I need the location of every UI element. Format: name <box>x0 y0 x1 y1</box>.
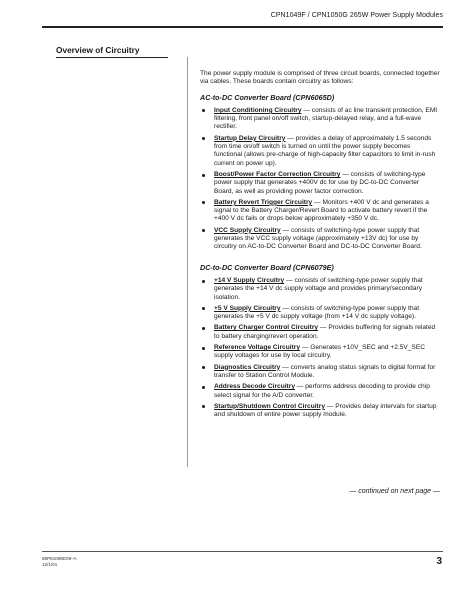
circuit-name: Diagnostics Circuitry <box>214 363 281 371</box>
list-item <box>200 383 440 400</box>
bullet-icon <box>202 137 205 140</box>
list-item <box>200 305 440 322</box>
circuit-description: — consists of switching-type power supply that generates the +5 V dc supply voltage (from +14 V dc supply voltage). <box>214 304 420 321</box>
header-rule <box>42 26 443 28</box>
bullet-icon <box>202 229 205 232</box>
bullet-icon <box>202 174 205 177</box>
section-heading: Overview of Circuitry <box>56 45 140 55</box>
board-heading-ac-dc: AC-to-DC Converter Board (CPN6065D) <box>200 92 335 102</box>
circuit-name: Address Decode Circuitry <box>214 383 295 391</box>
list-item <box>200 403 440 420</box>
circuit-description: — provides a delay of approximately 1.5 seconds from time on/off switch is turned on until the power supply becomes functional (allows pre-charge of high-capacity filter capacitors to limit in-rush current on power up). <box>214 134 436 167</box>
bullet-icon <box>202 201 205 204</box>
bullet-icon <box>202 405 205 408</box>
circuit-name: VCC Supply Circuitry <box>214 226 281 234</box>
continued-note: — continued on next page — <box>349 488 440 495</box>
ac-dc-circuit-list <box>200 107 440 252</box>
body-content <box>200 70 440 422</box>
circuit-description: — converts analog status signals to digital format for transfer to Station Control Module. <box>214 363 436 379</box>
circuit-description: — Generates +10V_SEC and +2.5V_SEC supply voltages for use by local circuitry. <box>214 344 425 360</box>
section-heading-rule <box>56 57 168 58</box>
circuit-name: +14 V Supply Circuitry <box>214 276 285 284</box>
page-number: 3 <box>436 556 442 567</box>
list-item <box>200 344 440 361</box>
circuit-name: Boost/Power Factor Correction Circuitry <box>214 170 341 178</box>
bullet-icon <box>202 327 205 330</box>
circuit-description: — Monitors +400 V dc and generates a signal to the Battery Charger/Revert Board to activate battery revert if the +400 V dc fails or drops below approximately +350 V dc. <box>214 198 429 223</box>
intro-paragraph: The power supply module is comprised of three circuit boards, connected together via cables. These boards contain circuitry as follows: <box>200 70 440 86</box>
list-item <box>200 364 440 381</box>
circuit-name: Reference Voltage Circuitry <box>214 344 300 352</box>
circuit-description: — performs address decoding to provide chip select signal for the A/D converter. <box>214 383 430 399</box>
list-item <box>200 171 440 196</box>
list-item <box>200 227 440 252</box>
board-heading-dc-dc: DC-to-DC Converter Board (CPN6079E) <box>200 262 334 272</box>
bullet-icon <box>202 109 205 112</box>
running-header: CPN1049F / CPN1050G 265W Power Supply Modules <box>270 12 443 19</box>
document-date: 12/1/01 <box>42 562 58 567</box>
circuit-description: — Provides buffering for signals related to battery charging/revert operation. <box>214 324 436 340</box>
document-number: 68P81096E09–A <box>42 556 77 561</box>
circuit-description: — consists of ac line transient protection, EMI filtering, front panel on/off switch, startup-delayed relay, and a full-wave rectifier. <box>214 106 438 131</box>
circuit-description: — consists of switching-type power supply that generates the +14 V dc supply voltage and provides primary/secondary isolation. <box>214 276 423 301</box>
document-code <box>42 556 77 568</box>
circuit-name: +5 V Supply Circuitry <box>214 304 281 312</box>
list-item <box>200 135 440 168</box>
list-item <box>200 277 440 302</box>
list-item <box>200 324 440 341</box>
circuit-name: Battery Charger Control Circuitry <box>214 324 319 332</box>
dc-dc-circuit-list <box>200 277 440 419</box>
bullet-icon <box>202 366 205 369</box>
bullet-icon <box>202 280 205 283</box>
bullet-icon <box>202 307 205 310</box>
circuit-name: Startup Delay Circuitry <box>214 134 286 142</box>
list-item <box>200 199 440 224</box>
circuit-description: — consists of switching-type power supply that generates the VCC supply voltage (approximately +13V dc) for use by circuitry on AC-to-DC Converter Board and DC-to-DC Converter Board. <box>214 226 422 251</box>
bullet-icon <box>202 386 205 389</box>
circuit-name: Startup/Shutdown Control Circuitry <box>214 402 325 410</box>
circuit-description: — consists of switching-type power supply that generates +400V dc for use by DC-to-DC Converter Board, as well as providing power factor correction. <box>214 170 426 195</box>
circuit-name: Battery Revert Trigger Circuitry <box>214 198 313 206</box>
circuit-name: Input Conditioning Circuitry <box>214 106 302 114</box>
bullet-icon <box>202 347 205 350</box>
circuit-description: — Provides delay intervals for startup and shutdown of entire power supply module. <box>214 402 437 419</box>
margin-rule <box>187 57 188 467</box>
list-item <box>200 107 440 132</box>
footer-rule <box>42 551 443 552</box>
